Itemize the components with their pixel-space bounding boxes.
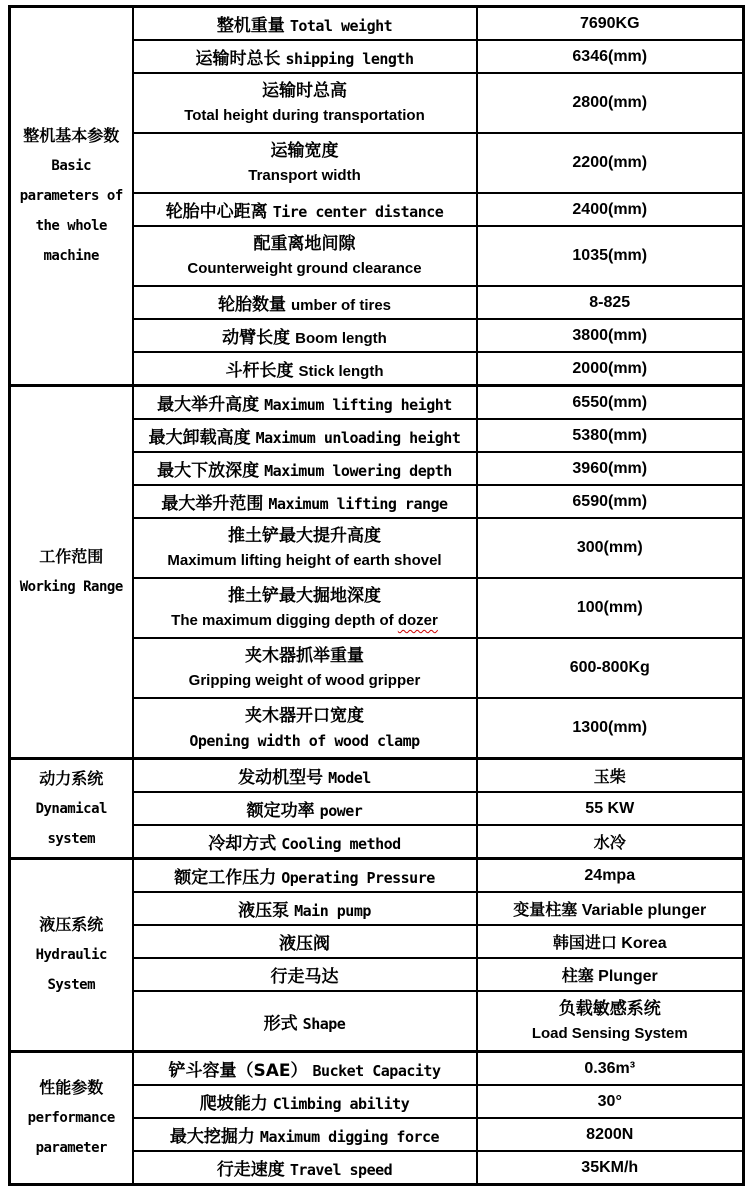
- param-label-zh: 行走速度: [216, 1160, 285, 1180]
- param-label-zh: 运输时总长: [195, 49, 281, 69]
- param-label-zh: 额定功率: [246, 801, 315, 821]
- param-label: [136, 231, 474, 281]
- table-row: [10, 859, 744, 893]
- value-text: 35KM/h: [581, 1158, 639, 1176]
- param-label-en: [136, 164, 474, 188]
- param-cell: [133, 759, 477, 793]
- param-label: [136, 356, 474, 381]
- param-label: [136, 1009, 474, 1034]
- param-label-en: Maximum digging force: [259, 1128, 440, 1146]
- param-label: [136, 643, 474, 693]
- value-cell: [477, 638, 744, 698]
- category-cell: [10, 759, 133, 859]
- spec-table: [8, 5, 745, 1186]
- value-text: 韩国进口 Korea: [552, 935, 667, 952]
- param-cell: [133, 7, 477, 41]
- param-label-zh: 发动机型号: [238, 768, 324, 788]
- value-text: 水冷: [593, 835, 626, 852]
- value-cell: [477, 759, 744, 793]
- param-label: [136, 489, 474, 514]
- param-label-en-text: The maximum digging depth of: [171, 612, 398, 629]
- param-label-zh: 形式: [263, 1013, 298, 1034]
- param-label-zh: 冷却方式: [208, 834, 277, 854]
- param-label-en: Boom length: [295, 330, 387, 347]
- param-label-zh: 运输宽度: [270, 141, 339, 161]
- param-label-en-text: Gripping weight of wood gripper: [188, 672, 421, 689]
- param-label-zh: 推土铲最大提升高度: [228, 526, 381, 546]
- category-label-zh: 工作范围: [39, 547, 104, 566]
- param-label: [136, 11, 474, 36]
- param-cell: [133, 319, 477, 352]
- param-label-zh: 行走马达: [270, 967, 339, 987]
- category-label-en: Basic parameters of the whole machine: [19, 158, 123, 264]
- param-label-en: umber of tires: [290, 297, 392, 314]
- param-label-zh: 夹木器抓举重量: [245, 646, 364, 666]
- param-label-zh: 推土铲最大掘地深度: [228, 586, 381, 606]
- param-label: [136, 138, 474, 188]
- param-label-en: Shape: [302, 1014, 346, 1033]
- param-label-zh: 最大举升范围: [161, 494, 264, 514]
- param-cell: [133, 133, 477, 193]
- value-text: 2000(mm): [572, 359, 648, 377]
- value-text: 3800(mm): [572, 326, 648, 344]
- value-cell: [477, 7, 744, 41]
- param-label: [136, 863, 474, 888]
- param-label: [136, 456, 474, 481]
- value-cell: [477, 825, 744, 859]
- value-cell: [477, 1052, 744, 1086]
- value-cell: [477, 419, 744, 452]
- param-label-en: Maximum lifting range: [268, 495, 448, 513]
- value-text: 300(mm): [576, 539, 643, 556]
- value-text: 6346(mm): [572, 47, 648, 65]
- param-cell: [133, 40, 477, 73]
- value-cell: [477, 226, 744, 286]
- param-label-en: Cooling method: [281, 835, 401, 853]
- value-text: 3960(mm): [572, 459, 648, 477]
- value-cell: [477, 319, 744, 352]
- param-label: [136, 390, 474, 415]
- table-row: [10, 386, 744, 420]
- param-cell: [133, 386, 477, 420]
- param-label: [136, 1089, 474, 1114]
- category-cell: [10, 859, 133, 1052]
- value-cell: [477, 958, 744, 991]
- misspelled-word: dozer: [397, 612, 438, 629]
- value-cell: [477, 859, 744, 893]
- param-cell: [133, 193, 477, 226]
- param-cell: [133, 792, 477, 825]
- value-text: 5380(mm): [572, 426, 648, 444]
- value-text: 负载敏感系统: [558, 999, 661, 1019]
- param-cell: [133, 698, 477, 759]
- param-label-en: Total weight: [289, 17, 393, 35]
- category-label-en: Dynamical system: [35, 800, 107, 847]
- param-label-en: Main pump: [294, 902, 371, 920]
- param-label-zh: 整机重量: [216, 16, 285, 36]
- param-cell: [133, 73, 477, 133]
- value-text: 8200N: [586, 1125, 634, 1143]
- value-cell: [477, 518, 744, 578]
- param-cell: [133, 958, 477, 991]
- param-cell: [133, 352, 477, 386]
- param-label: [136, 44, 474, 69]
- param-label-zh: 斗杆长度: [225, 361, 294, 381]
- param-label: [136, 1155, 474, 1180]
- param-label-en-text: Maximum lifting height of earth shovel: [167, 552, 442, 569]
- value-cell: [477, 1118, 744, 1151]
- param-label-zh: 运输时总高: [262, 81, 347, 101]
- param-label: [136, 929, 474, 954]
- value-cell: [477, 352, 744, 386]
- value-cell: [477, 892, 744, 925]
- param-label-en: [136, 729, 474, 753]
- value-text: 0.36m³: [584, 1059, 636, 1077]
- param-cell: [133, 1151, 477, 1185]
- value-cell: [477, 193, 744, 226]
- value-cell: [477, 578, 744, 638]
- value-text: 24mpa: [584, 866, 636, 884]
- param-cell: [133, 925, 477, 958]
- param-label: [136, 829, 474, 854]
- param-label-en: power: [319, 802, 363, 820]
- category-label-zh: 液压系统: [39, 915, 104, 934]
- param-label-en: Maximum unloading height: [255, 429, 461, 447]
- param-label-en: Travel speed: [289, 1161, 393, 1179]
- value-cell: [477, 73, 744, 133]
- param-cell: [133, 1118, 477, 1151]
- value-text: 柱塞 Plunger: [561, 968, 658, 985]
- param-label-zh: 铲斗容量（SAE）: [168, 1061, 308, 1081]
- value-text: 30°: [597, 1092, 622, 1110]
- param-label-en: Model: [328, 769, 371, 787]
- param-label: [136, 1122, 474, 1147]
- param-cell: [133, 226, 477, 286]
- value-cell: [477, 698, 744, 759]
- value-text-line2: Load Sensing System: [531, 1025, 688, 1042]
- category-label-zh: 整机基本参数: [23, 126, 120, 145]
- param-label-zh: 夹木器开口宽度: [245, 706, 364, 726]
- param-label-zh: 轮胎中心距离: [165, 202, 268, 222]
- param-label-zh: 动臂长度: [222, 328, 291, 348]
- param-label-en: [136, 669, 474, 693]
- category-label-en: performance parameter: [27, 1110, 115, 1156]
- value-text: 6550(mm): [572, 393, 648, 411]
- value-text: 600-800Kg: [569, 659, 650, 676]
- param-label-zh: 液压阀: [279, 934, 330, 954]
- category-cell: [10, 386, 133, 759]
- value-cell: [477, 485, 744, 518]
- param-label-en-text: Total height during transportation: [184, 107, 425, 124]
- category-label-en: Working Range: [19, 579, 123, 595]
- param-label: [136, 197, 474, 222]
- category-label-zh: 动力系统: [39, 768, 104, 788]
- value-cell: [477, 452, 744, 485]
- param-cell: [133, 518, 477, 578]
- value-cell: [477, 133, 744, 193]
- param-label: [136, 703, 474, 753]
- param-cell: [133, 452, 477, 485]
- value-cell: [477, 792, 744, 825]
- param-cell: [133, 638, 477, 698]
- table-row: [10, 7, 744, 41]
- param-label-en: Stick length: [298, 363, 384, 380]
- param-label-zh: 液压泵: [238, 901, 290, 921]
- param-label-en: Maximum lifting height: [264, 396, 452, 414]
- value-text: 2200(mm): [572, 154, 648, 171]
- value-text: 1300(mm): [572, 719, 648, 736]
- param-label: [136, 523, 474, 573]
- value-cell: [477, 286, 744, 319]
- param-label-en-text: Counterweight ground clearance: [187, 260, 422, 277]
- value-text: 6590(mm): [572, 492, 648, 510]
- param-label-zh: 爬坡能力: [199, 1094, 268, 1114]
- value-text: 100(mm): [576, 599, 643, 616]
- category-label-zh: 性能参数: [39, 1078, 104, 1097]
- value-cell: [477, 40, 744, 73]
- param-label: [136, 78, 474, 128]
- param-label-en: shipping length: [285, 50, 414, 68]
- param-label-zh: 最大下放深度: [157, 461, 260, 481]
- spec-table-body: [10, 7, 744, 1185]
- param-label-en: [136, 257, 474, 281]
- param-label-en: [136, 609, 474, 633]
- value-text: 玉柴: [593, 769, 626, 786]
- value-cell: [477, 925, 744, 958]
- param-label: [136, 763, 474, 788]
- param-label-en: [136, 104, 474, 128]
- category-cell: [10, 7, 133, 386]
- param-label: [136, 290, 474, 315]
- param-label-zh: 轮胎数量: [217, 295, 286, 315]
- value-text: 7690KG: [579, 14, 640, 32]
- param-label-en: Operating Pressure: [281, 869, 435, 887]
- param-label-en: Tire center distance: [272, 203, 444, 221]
- param-cell: [133, 825, 477, 859]
- table-row: [10, 759, 744, 793]
- param-label: [136, 323, 474, 348]
- value-cell: [477, 386, 744, 420]
- category-label-en: Hydraulic System: [35, 947, 107, 993]
- param-cell: [133, 1052, 477, 1086]
- param-label: [136, 896, 474, 921]
- value-text: 变量柱塞 Variable plunger: [513, 902, 707, 919]
- param-label-en-text: Transport width: [248, 167, 361, 184]
- param-label-zh: 最大举升高度: [157, 395, 260, 415]
- param-label-en: Climbing ability: [272, 1095, 410, 1113]
- category-cell: [10, 1052, 133, 1185]
- value-cell: [477, 1085, 744, 1118]
- param-label: [136, 423, 474, 448]
- value-text: 8-825: [589, 293, 631, 311]
- value-cell: [477, 1151, 744, 1185]
- param-cell: [133, 419, 477, 452]
- value-text: 2800(mm): [572, 94, 648, 111]
- param-label-en: Maximum lowering depth: [264, 462, 452, 480]
- param-label-zh: 最大卸载高度: [148, 428, 251, 448]
- param-label-zh: 配重离地间隙: [253, 234, 356, 254]
- param-cell: [133, 286, 477, 319]
- table-row: [10, 1052, 744, 1086]
- param-label-en: [136, 549, 474, 573]
- param-label-en-text: Opening width of wood clamp: [189, 732, 420, 750]
- param-label: [136, 962, 474, 987]
- param-cell: [133, 1085, 477, 1118]
- param-cell: [133, 859, 477, 893]
- value-text: 2400(mm): [572, 200, 648, 218]
- param-label: [136, 583, 474, 633]
- param-label: [136, 1056, 474, 1081]
- param-label-zh: 额定工作压力: [174, 868, 277, 888]
- param-cell: [133, 991, 477, 1052]
- param-cell: [133, 578, 477, 638]
- value-text: 55 KW: [585, 799, 635, 817]
- param-cell: [133, 892, 477, 925]
- param-label-en: Bucket Capacity: [312, 1062, 441, 1080]
- param-label: [136, 796, 474, 821]
- param-cell: [133, 485, 477, 518]
- value-cell: [477, 991, 744, 1052]
- value-text: 1035(mm): [572, 247, 648, 264]
- param-label-zh: 最大挖掘力: [169, 1127, 255, 1147]
